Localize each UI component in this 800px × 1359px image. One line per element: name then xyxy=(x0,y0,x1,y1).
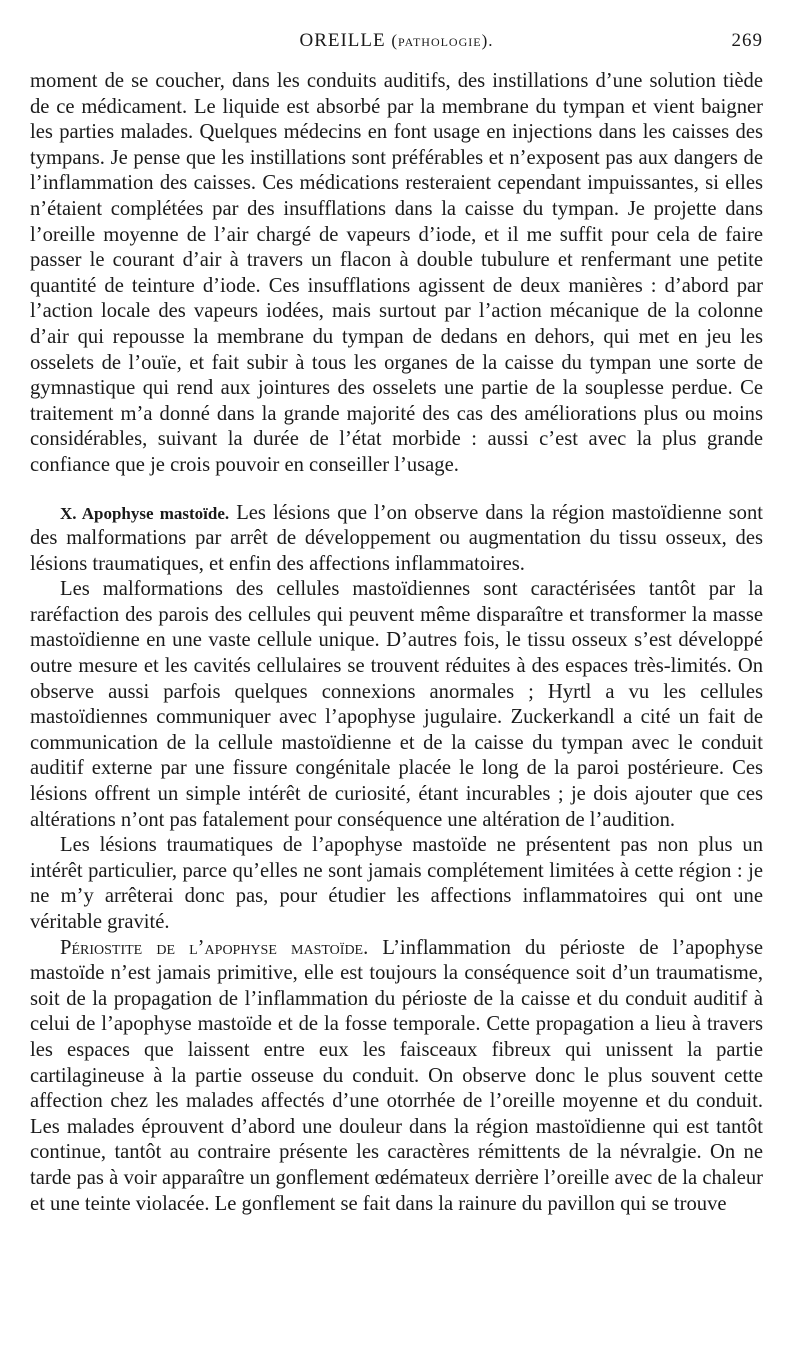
running-title-sub: (pathologie). xyxy=(391,31,494,50)
book-page xyxy=(30,30,763,1217)
section-x-text: Les lésions que l’on observe dans la région mastoïdienne sont des malformations par arrêt de développement ou augmentation du tissu osseux, des lésions traumatiques, et enfin des affections inflammatoires. xyxy=(30,501,763,575)
running-title xyxy=(30,30,763,52)
page-number: 269 xyxy=(731,30,763,51)
paragraph-malformations: Les malformations des cellules mastoïdiennes sont caractérisées tantôt par la raréfaction des parois des cellules qui peuvent même disparaître et transformer la masse mastoïdienne en une vaste cellule unique. D’autres fois, le tissu osseux s’est développé outre mesure et les cavités cellulaires se trouvent réduites à des espaces très-limités. On observe aussi parfois quelques connexions anormales ; Hyrtl a vu les cellules mastoïdiennes communiquer avec l’apophyse jugulaire. Zuckerkandl a cité un fait de communication de la cellule mastoïdienne et de la caisse du tympan avec le conduit auditif externe par une fissure congénitale placée le long de la paroi postérieure. Ces lésions offrent un simple intérêt de curiosité, étant incurables ; je dois ajouter que ces altérations n’ont pas fatalement pour conséquence une altération de l’audition. xyxy=(30,578,763,831)
paragraph-periostite xyxy=(30,936,763,1218)
paragraph-section-x xyxy=(30,501,763,578)
running-title-main: OREILLE xyxy=(299,30,386,51)
paragraph-lesions-traumatiques: Les lésions traumatiques de l’apophyse mastoïde ne présentent pas non plus un intérêt particulier, parce qu’elles ne sont jamais complétement limitées à cette région : je ne m’y arrêterai donc pas, pour étudier les affections inflammatoires qui ont une véritable gravité. xyxy=(30,834,763,933)
periostite-text: L’inflammation du périoste de l’apophyse mastoïde n’est jamais primitive, elle est toujours la conséquence soit d’un traumatisme, soit de la propagation de l’inflammation du périoste de la caisse et du conduit auditif à celui de l’apophyse mastoïde et de la fosse temporale. Cette propagation a lieu à travers les espaces que laissent entre eux les faisceaux fibreux qui unissent la partie cartilagineuse à la partie osseuse du conduit. On observe donc le plus souvent cette affection chez les malades affectés d’une otorrhée de l’oreille moyenne et du conduit. Les malades éprouvent d’abord une douleur dans la région mastoïdienne qui est tantôt continue, tantôt au contraire présente les caractères rémittents de la névralgie. On ne tarde pas à voir apparaître un gonflement œdémateux derrière l’oreille avec de la chaleur et une teinte violacée. Le gonflement se fait dans la rainure du pavillon qui se trouve xyxy=(30,936,763,1215)
section-heading-apophyse-mastoide: X. Apophyse mastoïde. xyxy=(60,503,230,523)
paragraph-continued: moment de se coucher, dans les conduits auditifs, des instillations d’une solution tiède de ce médicament. Le liquide est absorbé par la membrane du tympan et vient baigner les parties malades. Quelques médecins en font usage en injections dans les caisses des tympans. Je pense que les instillations sont préférables et n’exposent pas aux dangers de l’inflammation des caisses. Ces médications resteraient cependant impuissantes, si elles n’étaient complétées par des insufflations dans la caisse du tympan. Je projette dans l’oreille moyenne de l’air chargé de vapeurs d’iode, et il me suffit pour cela de faire passer le courant d’air à travers un flacon à double tubulure et renfermant une petite quantité de teinture d’iode. Ces insufflations agissent de deux manières : d’abord par l’action locale des vapeurs iodées, mais surtout par l’action mécanique de la colonne d’air qui repousse la membrane du tympan de dedans en dehors, qui met en jeu les osselets de l’ouïe, et fait subir à tous les organes de la caisse du tympan une sorte de gymnastique qui rend aux jointures des osselets une partie de la souplesse perdue. Ce traitement m’a donné dans la grande majorité des cas des améliorations plus ou moins considérables, suivant la durée de l’état morbide : aussi c’est avec la plus grande confiance que je crois pouvoir en conseiller l’usage. xyxy=(30,70,763,476)
subheading-periostite: Périostite de l’apophyse mastoïde. xyxy=(60,936,369,959)
running-head xyxy=(30,30,763,60)
